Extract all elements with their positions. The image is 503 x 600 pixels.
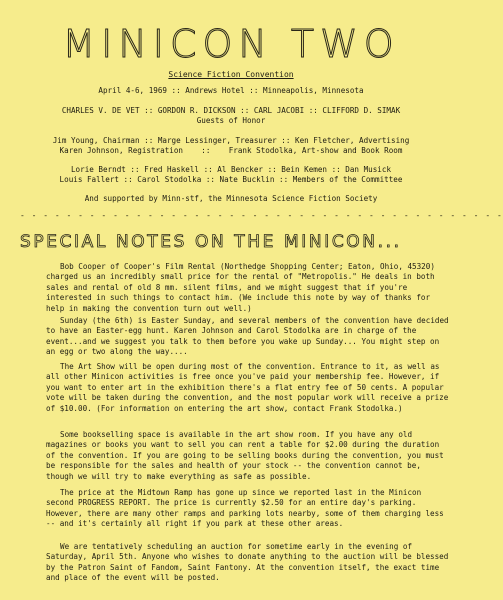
paragraph-art-show <box>46 362 450 414</box>
paragraph-parking <box>46 488 450 530</box>
paragraph-auction <box>46 542 450 584</box>
support-line: And supported by Minn-stf, the Minnesota Science Fiction Society <box>84 194 378 203</box>
committee-line-2: Louis Fallert :: Carol Stodolka :: Nate Bucklin :: Members of the Committee <box>59 175 403 184</box>
committee-line-1: Lorie Berndt :: Fred Haskell :: Al Bencker :: Bein Kemen :: Dan Musick <box>70 165 392 174</box>
paragraph-easter <box>46 316 450 358</box>
masthead-title: MINICON TWO <box>62 22 400 66</box>
info-line: April 4-6, 1969 :: Andrews Hotel :: Minneapolis, Minnesota <box>98 86 364 95</box>
paragraph-film-rental <box>46 262 450 314</box>
guests-line: CHARLES V. DE VET :: GORDON R. DICKSON :: CARL JACOBI :: CLIFFORD D. SIMAK <box>61 106 401 115</box>
paragraph-text: Bob Cooper of Cooper's Film Rental (Northedge Shopping Center; Eaton, Ohio, 45320) charged us an incredibly small price for the rental of "Metropolis." He deals in both sales and rental of old 8 mm. silent films, and we might suggest that if you're interested in such things to contact him. (We include this note by way of thanks for help in making the convention turn out well.) <box>46 262 435 313</box>
paragraph-text: We are tentatively scheduling an auction for sometime early in the evening of Saturday, April 5th. Anyone who wishes to donate anything to the auction will be blessed by the Patron Saint of Fandom, Saint Fantony. At the convention itself, the exact time and place of the event will be posted. <box>46 542 449 583</box>
paragraph-text: Some bookselling space is available in the art show room. If you have any old magazines or books you want to sell you can rent a table for $2.00 during the duration of the convention. If you are going to be selling books during the convention, you must be responsible for the sales and health of your stock -- the convention cannot be, though we will try to make everything as safe as possible. <box>46 430 444 481</box>
subtitle: Science Fiction Convention <box>168 70 294 79</box>
paragraph-bookselling <box>46 430 450 482</box>
staff-line-1: Jim Young, Chairman :: Marge Lessinger, Treasurer :: Ken Fletcher, Advertising <box>52 136 410 145</box>
staff-line-2: Karen Johnson, Registration :: Frank Stodolka, Art-show and Book Room <box>59 146 403 155</box>
paragraph-text: Sunday (the 6th) is Easter Sunday, and several members of the convention have decided to have an Easter-egg hunt. Karen Johnson and Carol Stodolka are in charge of the event...and we suggest you talk to them before you wake up Sunday... You might step on an egg or two along the way.... <box>46 316 449 357</box>
paragraph-text: The price at the Midtown Ramp has gone up since we reported last in the Minicon second PROGRESS REPORT. The price is currently $2.50 for an entire day's parking. However, there are many other ramps and parking lots nearby, some of them charging less -- and it's certainly all right if you park at these other areas. <box>46 488 444 529</box>
section-heading: SPECIAL NOTES ON THE MINICON... <box>20 232 402 252</box>
paragraph-text: The Art Show will be open during most of the convention. Entrance to it, as well as all other Minicon activities is free once you've paid your membership fee. However, if you want to enter art in the exhibition there's a flat entry fee of 50 cents. A popular vote will be taken during the convention, and the most popular work will receive a prize of $10.00. (For information on entering the art show, contact Frank Stodolka.) <box>46 362 449 413</box>
guests-label: Guests of Honor <box>196 116 266 125</box>
dashed-divider: - - - - - - - - - - - - - - - - - - - - - - - - - - - - - - - - - - - - - - - - - - <box>20 211 503 220</box>
